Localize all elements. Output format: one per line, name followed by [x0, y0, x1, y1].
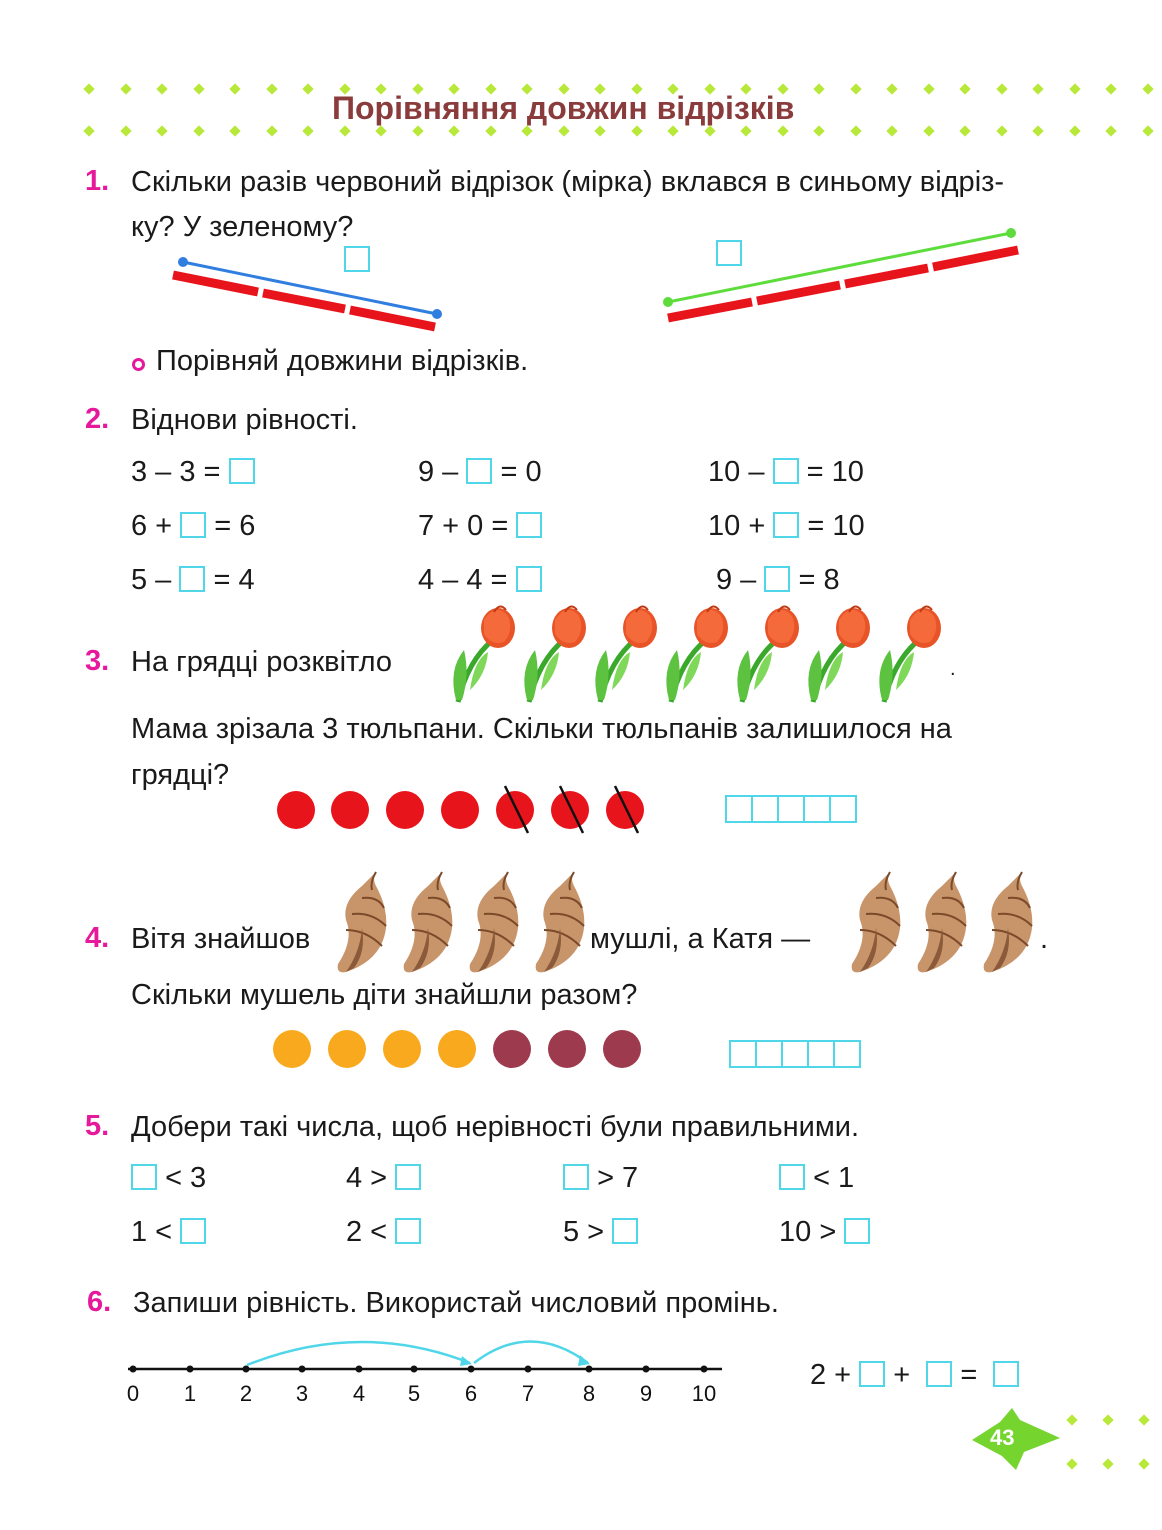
task-2-number: 2. — [85, 403, 110, 435]
footer-dots-top — [1068, 1416, 1158, 1426]
ray-label: 9 — [639, 1381, 653, 1406]
task-3-text3: грядці? — [131, 759, 230, 791]
ray-label: 10 — [691, 1381, 717, 1406]
ray-label: 0 — [126, 1381, 140, 1406]
ray-label: 7 — [521, 1381, 535, 1406]
dot-icon — [1066, 1414, 1077, 1425]
star-badge-icon — [972, 1408, 1060, 1470]
task-4-text3: Скільки мушель діти знайшли разом? — [131, 979, 638, 1011]
inequality-d1: < 1 — [779, 1161, 854, 1195]
page-number: 43 — [990, 1425, 1015, 1450]
ray-label: 3 — [295, 1381, 309, 1406]
task-3-text1: На грядці розквітло — [131, 646, 393, 678]
task-2-text: Віднови рівності. — [131, 404, 358, 436]
dot-icon — [1066, 1458, 1077, 1469]
equation-a1: 3 – 3 = — [131, 455, 255, 489]
task-3-period: . — [950, 658, 956, 680]
task-4-text2: мушлі, а Катя — — [590, 923, 811, 955]
task-4-text1: Вітя знайшов — [131, 923, 311, 955]
inequality-c2: 5 > — [563, 1215, 638, 1249]
equation-a3: 5 – = 4 — [131, 564, 255, 596]
task-6-number: 6. — [87, 1286, 112, 1318]
task-5-number: 5. — [85, 1110, 110, 1142]
ray-label: 5 — [407, 1381, 421, 1406]
equation-a2: 6 + = 6 — [131, 510, 256, 542]
equation-b3: 4 – 4 = — [418, 563, 542, 597]
inequality-a2: 1 < — [131, 1215, 206, 1249]
task-4-period: . — [1040, 923, 1049, 955]
inequality-d2: 10 > — [779, 1215, 870, 1249]
task-6-text: Запиши рівність. Використай числовий промінь. — [133, 1287, 779, 1319]
equation-c3: 9 – = 8 — [716, 564, 840, 596]
equation-b1: 9 – = 0 — [418, 456, 542, 488]
task-6-equation: 2 + + = — [810, 1358, 1019, 1392]
task-3-number: 3. — [85, 645, 110, 677]
task-1-number: 1. — [85, 165, 110, 197]
page-title: Порівняння довжин відрізків — [332, 90, 795, 126]
ray-label: 8 — [582, 1381, 596, 1406]
footer-dots-bottom — [1068, 1460, 1158, 1470]
equation-c1: 10 – = 10 — [708, 456, 864, 488]
ray-label: 4 — [352, 1381, 366, 1406]
dot-icon — [1138, 1414, 1149, 1425]
inequality-c1: > 7 — [563, 1161, 638, 1195]
task-3-text2: Мама зрізала 3 тюльпани. Скільки тюльпанів залишилося на — [131, 713, 952, 745]
dot-icon — [1102, 1458, 1113, 1469]
ray-label: 2 — [239, 1381, 253, 1406]
task-1-bullet-text: Порівняй довжини відрізків. — [156, 345, 529, 377]
task-1-text-line1: Скільки разів червоний відрізок (мірка) вклався в синьому відріз- — [131, 166, 1005, 198]
dot-icon — [1138, 1458, 1149, 1469]
inequality-a1: < 3 — [131, 1161, 206, 1195]
ray-label: 1 — [183, 1381, 197, 1406]
task-4-number: 4. — [85, 922, 110, 954]
inequality-b2: 2 < — [346, 1215, 421, 1249]
equation-c2: 10 + = 10 — [708, 510, 865, 542]
ray-label: 6 — [464, 1381, 478, 1406]
dot-icon — [1102, 1414, 1113, 1425]
inequality-b1: 4 > — [346, 1161, 421, 1195]
equation-b2: 7 + 0 = — [418, 509, 542, 543]
task-1-text-line2: ку? У зеленому? — [131, 211, 354, 243]
task-5-text: Добери такі числа, щоб нерівності були правильними. — [131, 1111, 860, 1143]
